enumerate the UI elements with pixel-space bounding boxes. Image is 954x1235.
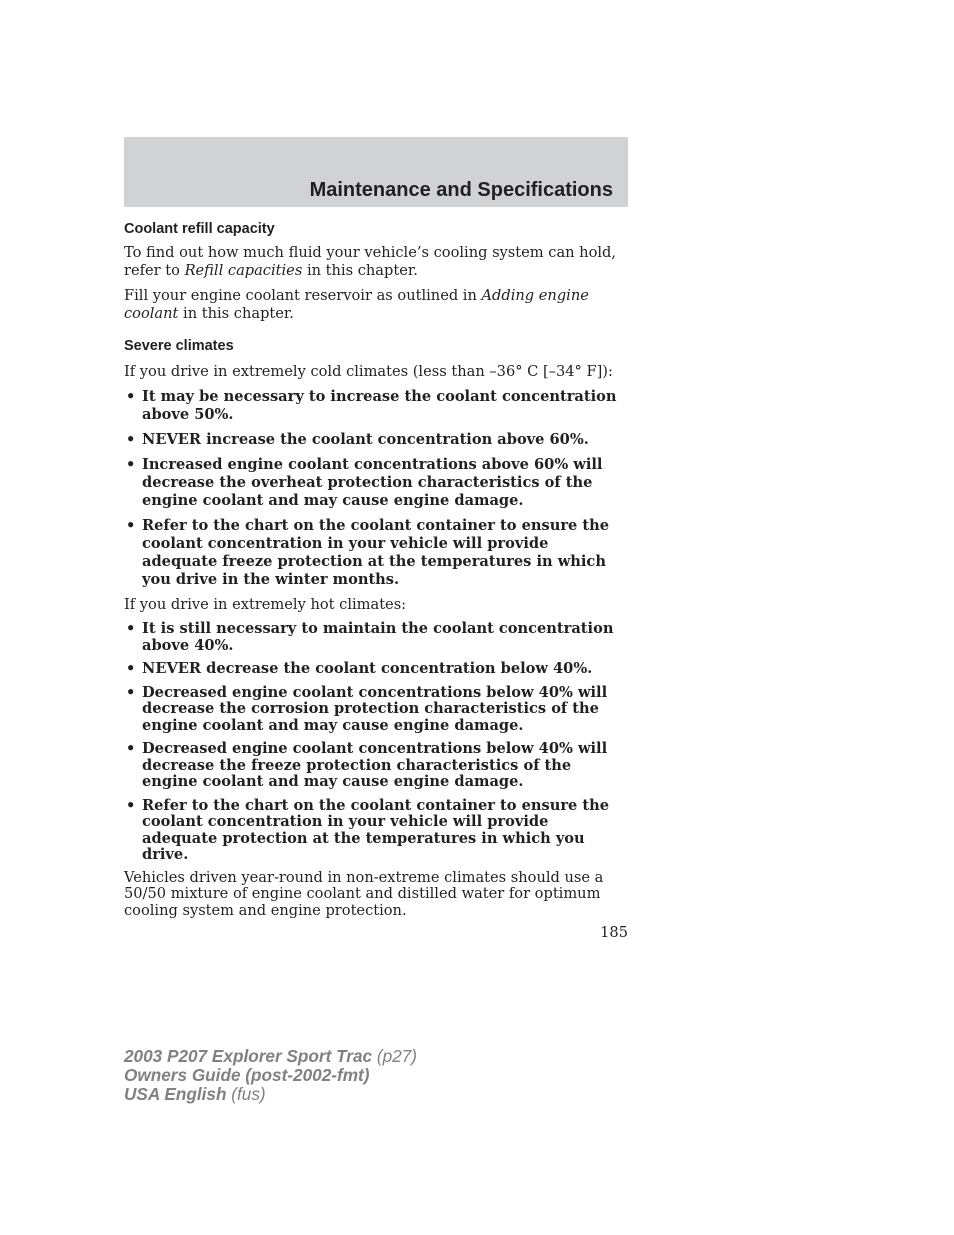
paragraph-refill-intro: To find out how much fluid your vehicle’s cooling system can hold, refer to Refill capacities in this chapter.: [124, 244, 617, 279]
bullet-icon: •: [126, 796, 136, 814]
list-item: • Refer to the chart on the coolant container to ensure the coolant concentration in your vehicle will provide adequate freeze protection at the temperatures in which you drive in the winter months.: [126, 517, 610, 588]
heading-severe-climates: Severe climates: [124, 338, 234, 354]
list-item: • Decreased engine coolant concentrations below 40% will decrease the freeze protection characteristics of the engine coolant and may cause engine damage.: [126, 740, 608, 790]
cold-climate-list: [124, 388, 628, 589]
bullet-icon: •: [126, 620, 136, 637]
list-item: • It may be necessary to increase the coolant concentration above 50%.: [126, 388, 617, 423]
page-number: 185: [600, 924, 628, 941]
list-item: • Refer to the chart on the coolant container to ensure the coolant concentration in your vehicle will provide adequate protection at the temperatures in which you drive.: [126, 796, 610, 863]
list-item: • It is still necessary to maintain the coolant concentration above 40%.: [126, 620, 614, 654]
list-item: • Increased engine coolant concentrations above 60% will decrease the overheat protection characteristics of the engine coolant and may cause engine damage.: [126, 456, 603, 509]
bullet-icon: •: [126, 456, 136, 473]
bullet-icon: •: [126, 740, 136, 757]
paragraph-cold-intro: If you drive in extremely cold climates (less than –36° C [–34° F]):: [124, 363, 613, 380]
section-header-band: [124, 137, 628, 207]
heading-coolant-refill-capacity: Coolant refill capacity: [124, 221, 275, 237]
list-item: • NEVER decrease the coolant concentration below 40%.: [126, 660, 593, 677]
paragraph-hot-intro: If you drive in extremely hot climates:: [124, 596, 407, 613]
bullet-icon: •: [126, 660, 136, 677]
bullet-icon: •: [126, 517, 136, 534]
paragraph-fill-reservoir: Fill your engine coolant reservoir as outlined in Adding engine coolant in this chapter.: [124, 287, 589, 322]
footer-line-language: USA English (fus): [124, 1084, 266, 1104]
list-item: • NEVER increase the coolant concentration above 60%.: [126, 431, 589, 448]
bullet-icon: •: [126, 683, 136, 701]
main-content: [124, 219, 628, 919]
hot-climate-list: [124, 621, 628, 864]
document-footer: [124, 1047, 417, 1104]
reference-adding-engine-coolant: Adding engine coolant: [124, 287, 589, 322]
paragraph-closing: Vehicles driven year-round in non-extreme climates should use a 50/50 mixture of engine coolant and distilled water for optimum cooling system and engine protection.: [124, 868, 604, 919]
footer-line-guide: Owners Guide (post-2002-fmt): [124, 1065, 370, 1085]
bullet-icon: •: [126, 431, 136, 448]
footer-line-model: 2003 P207 Explorer Sport Trac (p27): [124, 1046, 417, 1066]
list-item: • Decreased engine coolant concentrations below 40% will decrease the corrosion protection characteristics of the engine coolant and may cause engine damage.: [126, 683, 608, 734]
reference-refill-capacities: Refill capacities: [184, 262, 303, 279]
page-title: Maintenance and Specifications: [309, 179, 613, 201]
bullet-icon: •: [126, 388, 136, 405]
